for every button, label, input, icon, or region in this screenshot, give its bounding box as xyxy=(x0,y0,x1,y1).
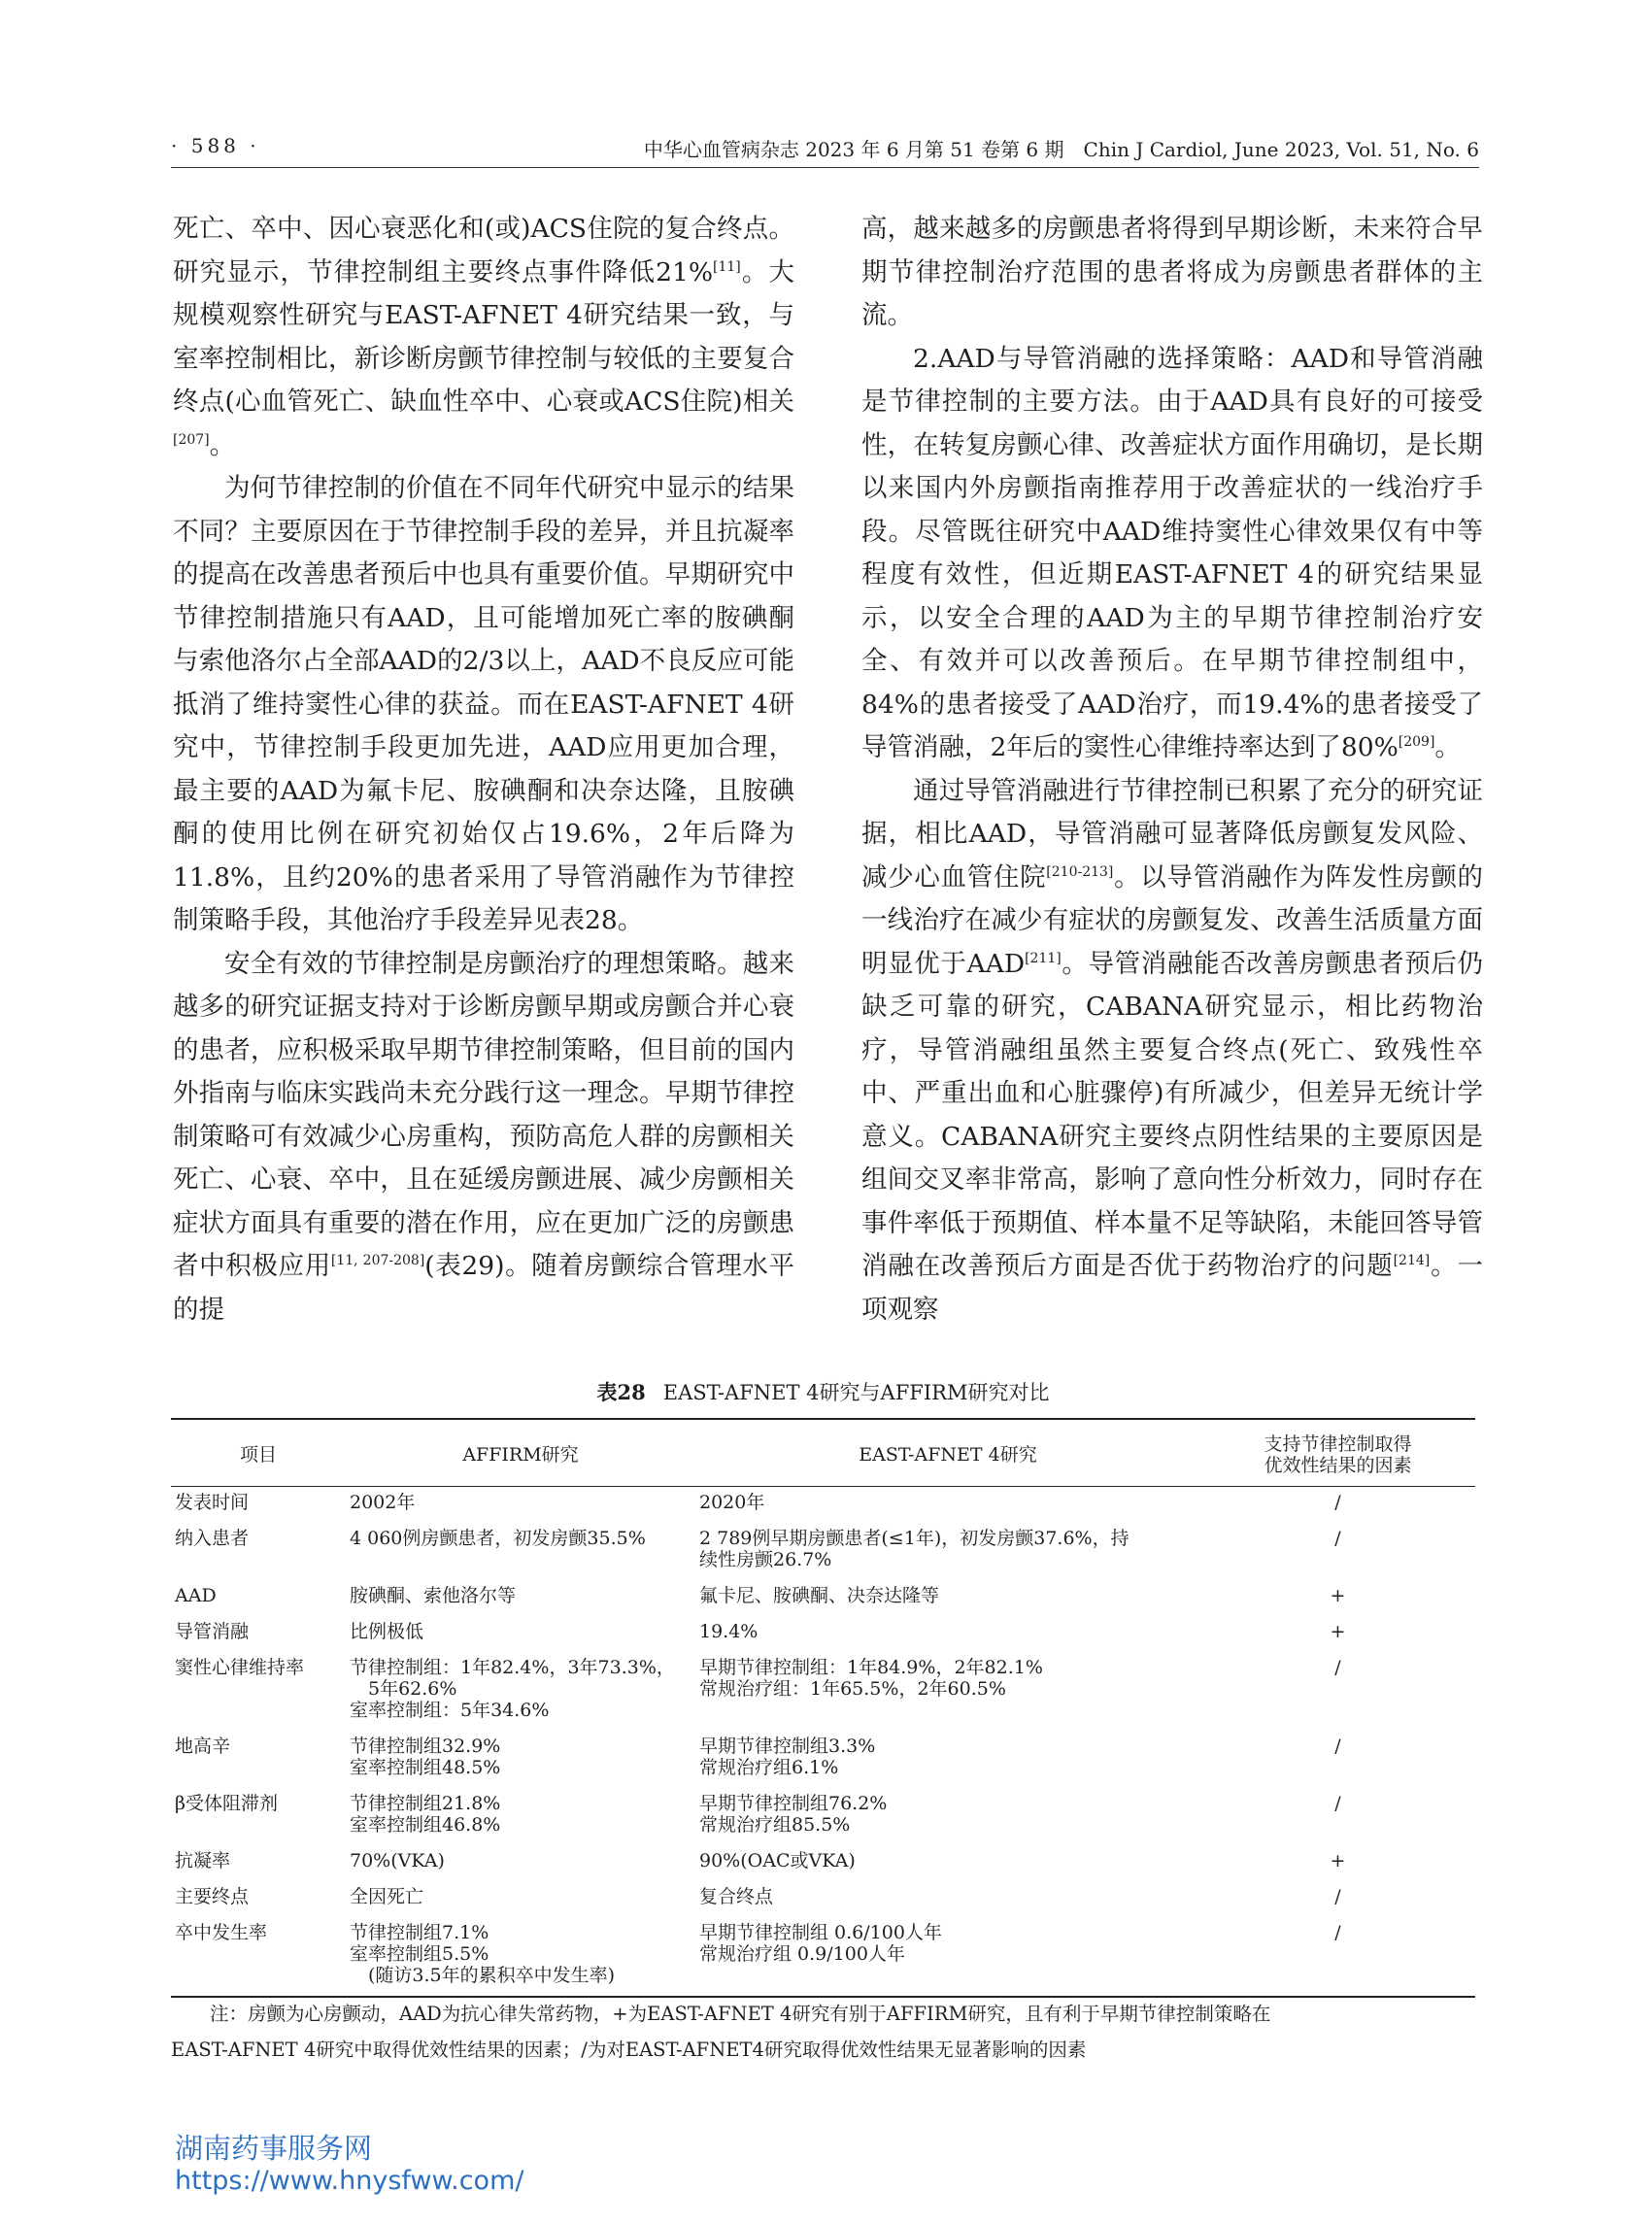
cell-factor: / xyxy=(1334,1657,1341,1678)
table-row xyxy=(171,1523,1475,1580)
table-row xyxy=(171,1487,1475,1524)
cell-east-afnet: 复合终点 xyxy=(699,1886,774,1907)
table-body xyxy=(171,1487,1475,1998)
table-header-row xyxy=(171,1419,1475,1487)
cell-east-afnet: 氟卡尼、胺碘酮、决奈达隆等 xyxy=(699,1585,940,1606)
cell-affirm: 全因死亡 xyxy=(350,1886,424,1907)
cell-factor: / xyxy=(1334,1492,1341,1513)
citation-ref: [210-213] xyxy=(1046,863,1114,880)
left-column xyxy=(173,208,794,1332)
table-row xyxy=(171,1788,1475,1845)
cell-east-afnet: 19.4% xyxy=(699,1621,759,1642)
table-row xyxy=(171,1580,1475,1616)
cell-item: 卒中发生率 xyxy=(175,1922,268,1943)
journal-citation: 中华心血管病杂志 2023 年 6 月第 51 卷第 6 期 Chin J Cardiol, June 2023, Vol. 51, No. 6 xyxy=(643,138,1479,161)
right-paragraph-3: 通过导管消融进行节律控制已积累了充分的研究证据，相比AAD，导管消融可显著降低房颤复发风险、减少心血管住院[210-213]。以导管消融作为阵发性房颤的一线治疗在减少有症状的房颤复发、改善生活质量方面明显优于AAD[211]。导管消融能否改善房颤患者预后仍缺乏可靠的研究，CABANA研究显示，相比药物治疗，导管消融组虽然主要复合终点(死亡、致残性卒中、严重出血和心脏骤停)有所减少，但差异无统计学意义。CABANA研究主要终点阴性结果的主要原因是组间交叉率非常高，影响了意向性分析效力，同时存在事件率低于预期值、样本量不足等缺陷，未能回答导管消融在改善预后方面是否优于药物治疗的问题[214]。一项观察 xyxy=(861,775,1484,1325)
watermark-url: https://www.hnysfww.com/ xyxy=(175,2166,524,2196)
table-row xyxy=(171,1845,1475,1881)
cell-factor: / xyxy=(1334,1793,1341,1814)
note-line-1: 注：房颤为心房颤动，AAD为抗心律失常药物，+为EAST-AFNET 4研究有别于AFFIRM研究，且有利于早期节律控制策略在 xyxy=(210,2003,1271,2025)
cell-factor: + xyxy=(1330,1850,1346,1871)
cell-item: 纳入患者 xyxy=(175,1528,250,1549)
cell-east-afnet: 2 789例早期房颤患者(≤1年)，初发房颤37.6%，持 续性房颤26.7% xyxy=(699,1528,1129,1570)
page-number: · 588 · xyxy=(171,134,260,157)
citation-ref: [11, 207-208] xyxy=(330,1253,425,1268)
table-note xyxy=(171,1996,1475,2068)
cell-east-afnet: 早期节律控制组3.3% 常规治疗组6.1% xyxy=(699,1736,876,1778)
right-paragraph-1: 高，越来越多的房颤患者将得到早期诊断，未来符合早期节律控制治疗范围的患者将成为房颤患者群体的主流。 xyxy=(861,214,1483,330)
cell-factor: / xyxy=(1334,1528,1341,1549)
cell-factor: / xyxy=(1334,1736,1341,1757)
cell-affirm: 胺碘酮、索他洛尔等 xyxy=(350,1585,517,1606)
cell-factor: + xyxy=(1330,1621,1346,1642)
header-east-afnet: EAST-AFNET 4研究 xyxy=(859,1444,1037,1466)
cell-item: 导管消融 xyxy=(175,1621,250,1642)
cell-east-afnet: 早期节律控制组：1年84.9%，2年82.1% 常规治疗组：1年65.5%，2年60.5% xyxy=(699,1657,1043,1700)
cell-item: 地高辛 xyxy=(175,1736,231,1757)
cell-east-afnet: 2020年 xyxy=(699,1492,765,1513)
cell-east-afnet: 90%(OAC或VKA) xyxy=(699,1850,856,1871)
right-column xyxy=(861,208,1483,1332)
cell-affirm: 节律控制组：1年82.4%，3年73.3%， 5年62.6% 室率控制组：5年34.6% xyxy=(350,1657,675,1721)
watermark-site-name: 湖南药事服务网 xyxy=(175,2132,373,2165)
cell-factor: + xyxy=(1330,1585,1346,1606)
cell-item: 主要终点 xyxy=(175,1886,250,1907)
header-factors: 支持节律控制取得 优效性结果的因素 xyxy=(1264,1433,1412,1476)
note-line-2: EAST-AFNET 4研究中取得优效性结果的因素；/为对EAST-AFNET4研究取得优效性结果无显著影响的因素 xyxy=(171,2039,1087,2061)
citation-ref: [11] xyxy=(713,258,741,275)
table-row xyxy=(171,1731,1475,1788)
citation-ref: [211] xyxy=(1025,950,1062,966)
left-paragraph-1: 死亡、卒中、因心衰恶化和(或)ACS住院的复合终点。研究显示，节律控制组主要终点事件降低21%[11]。大规模观察性研究与EAST-AFNET 4研究结果一致，与室率控制相比，新诊断房颤节律控制与较低的主要复合终点(心血管死亡、缺血性卒中、心衰或ACS住院)相关[207]。 xyxy=(173,214,794,460)
cell-factor: / xyxy=(1334,1922,1341,1943)
watermark xyxy=(175,2132,523,2198)
comparison-table xyxy=(171,1418,1475,1998)
table-row xyxy=(171,1917,1475,1997)
cell-factor: / xyxy=(1334,1886,1341,1907)
cell-affirm: 节律控制组32.9% 室率控制组48.5% xyxy=(350,1736,501,1778)
cell-affirm: 比例极低 xyxy=(350,1621,424,1642)
table-title: EAST-AFNET 4研究与AFFIRM研究对比 xyxy=(662,1381,1050,1404)
right-paragraph-2: 2.AAD与导管消融的选择策略：AAD和导管消融是节律控制的主要方法。由于AAD具有良好的可接受性，在转复房颤心律、改善症状方面作用确切，是长期以来国内外房颤指南推荐用于改善症状的一线治疗手段。尽管既往研究中AAD维持窦性心律效果仅有中等程度有效性，但近期EAST-AFNET 4的研究结果显示，以安全合理的AAD为主的早期节律控制治疗安全、有效并可以改善预后。在早期节律控制组中，84%的患者接受了AAD治疗，而19.4%的患者接受了导管消融，2年后的窦性心律维持率达到了80%[209]。 xyxy=(861,343,1483,762)
table-row xyxy=(171,1616,1475,1652)
header-item: 项目 xyxy=(239,1444,277,1466)
header-affirm: AFFIRM研究 xyxy=(462,1444,579,1466)
cell-east-afnet: 早期节律控制组 0.6/100人年 常规治疗组 0.9/100人年 xyxy=(699,1922,942,1965)
cell-affirm: 4 060例房颤患者，初发房颤35.5% xyxy=(350,1528,646,1549)
cell-item: AAD xyxy=(175,1585,217,1606)
citation-ref: [207] xyxy=(173,431,210,448)
cell-affirm: 节律控制组7.1% 室率控制组5.5% (随访3.5年的累积卒中发生率) xyxy=(350,1922,616,1986)
page-header xyxy=(171,134,1479,168)
cell-affirm: 70%(VKA) xyxy=(350,1850,445,1871)
cell-affirm: 节律控制组21.8% 室率控制组46.8% xyxy=(350,1793,501,1836)
table-row xyxy=(171,1881,1475,1917)
left-paragraph-2: 为何节律控制的价值在不同年代研究中显示的结果不同？主要原因在于节律控制手段的差异，并且抗凝率的提高在改善患者预后中也具有重要价值。早期研究中节律控制措施只有AAD，且可能增加死亡率的胺碘酮与索他洛尔占全部AAD的2/3以上，AAD不良反应可能抵消了维持窦性心律的获益。而在EAST-AFNET 4研究中，节律控制手段更加先进，AAD应用更加合理，最主要的AAD为氟卡尼、胺碘酮和决奈达隆，且胺碘酮的使用比例在研究初始仅占19.6%，2年后降为11.8%，且约20%的患者采用了导管消融作为节律控制策略手段，其他治疗手段差异见表28。 xyxy=(173,473,794,935)
left-paragraph-3: 安全有效的节律控制是房颤治疗的理想策略。越来越多的研究证据支持对于诊断房颤早期或房颤合并心衰的患者，应积极采取早期节律控制策略，但目前的国内外指南与临床实践尚未充分践行这一理念。早期节律控制策略可有效减少心房重构，预防高危人群的房颤相关死亡、心衰、卒中，且在延缓房颤进展、减少房颤相关症状方面具有重要的潜在作用，应在更加广泛的房颤患者中积极应用[11, 207-208](表29)。随着房颤综合管理水平的提 xyxy=(173,948,795,1325)
table-row xyxy=(171,1652,1475,1731)
cell-item: 发表时间 xyxy=(175,1492,250,1513)
cell-item: 抗凝率 xyxy=(175,1850,231,1871)
table-label: 表28 xyxy=(596,1380,646,1404)
table-caption xyxy=(171,1377,1475,1406)
cell-east-afnet: 早期节律控制组76.2% 常规治疗组85.5% xyxy=(699,1793,888,1836)
citation-ref: [214] xyxy=(1393,1253,1431,1268)
cell-affirm: 2002年 xyxy=(350,1492,416,1513)
citation-ref: [209] xyxy=(1398,734,1435,750)
cell-item: β受体阻滞剂 xyxy=(175,1793,278,1814)
cell-item: 窦性心律维持率 xyxy=(175,1657,305,1678)
